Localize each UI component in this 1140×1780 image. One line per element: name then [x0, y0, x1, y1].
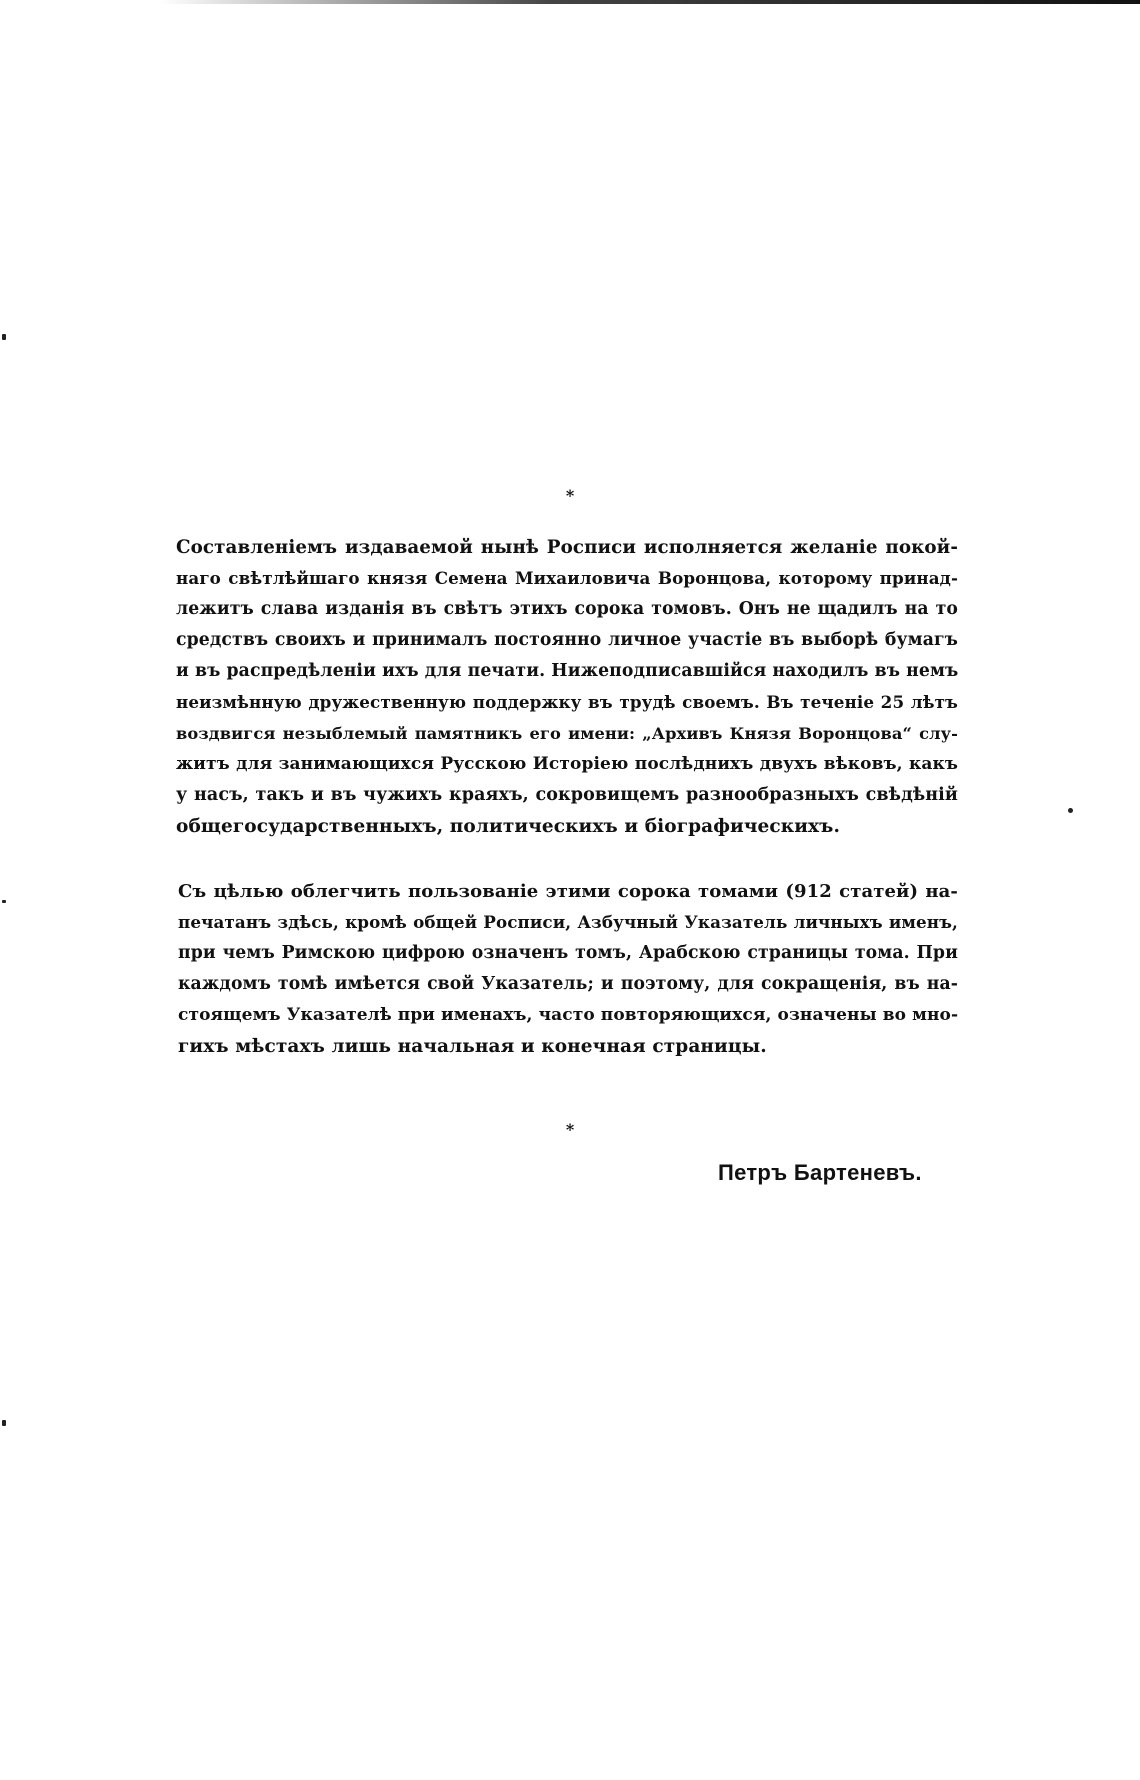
margin-speck: [2, 334, 6, 340]
text-line: неизмѣнную дружественную поддержку въ трудѣ своемъ. Въ теченіе 25 лѣтъ: [176, 692, 958, 712]
text-line: стоящемъ Указателѣ при именахъ, часто повторяющихся, означены во мно-: [178, 1005, 959, 1025]
paragraph-index-note: [178, 876, 958, 1062]
text-line: каждомъ томѣ имѣется свой Указатель; и поэтому, для сокращенія, въ на-: [178, 974, 958, 994]
text-line: и въ распредѣленіи ихъ для печати. Нижеподписавшійся находилъ въ немъ: [176, 661, 959, 681]
margin-speck: [2, 1420, 6, 1426]
text-line: Составленіемъ издаваемой нынѣ Росписи исполняется желаніе покой-: [176, 537, 958, 558]
scan-top-edge: [160, 0, 1140, 4]
text-line: лежитъ слава изданія въ свѣтъ этихъ сорока томовъ. Онъ не щадилъ на то: [176, 599, 958, 619]
paragraph-gap: [176, 842, 958, 876]
text-line: средствъ своихъ и принималъ постоянно личное участіе въ выборѣ бумагъ: [176, 630, 958, 650]
document-body: [176, 532, 958, 1062]
text-line: воздвигся незыблемый памятникъ его имени: „Архивъ Князя Воронцова“ слу-: [176, 724, 958, 743]
signature: Петръ Бартеневъ.: [718, 1160, 922, 1185]
margin-speck: [2, 900, 6, 903]
text-line: общегосударственныхъ, политическихъ и біографическихъ.: [176, 816, 840, 837]
text-line: Съ цѣлью облегчить пользованіе этими сорока томами (912 статей) на-: [178, 881, 958, 902]
paragraph-dedication: [176, 532, 958, 842]
text-line: наго свѣтлѣйшаго князя Семена Михаиловича Воронцова, которому принад-: [176, 568, 958, 588]
ornament-bottom: *: [565, 1120, 575, 1139]
text-line: у насъ, такъ и въ чужихъ краяхъ, сокровищемъ разнообразныхъ свѣдѣній: [176, 785, 958, 805]
text-line: при чемъ Римскою цифрою означенъ томъ, Арабскою страницы тома. При: [178, 943, 958, 963]
ornament-top: *: [565, 486, 575, 505]
text-line: гихъ мѣстахъ лишь начальная и конечная страницы.: [178, 1036, 767, 1057]
margin-speck: [1068, 808, 1073, 813]
text-line: житъ для занимающихся Русскою Исторіею послѣднихъ двухъ вѣковъ, какъ: [176, 754, 958, 774]
text-line: печатанъ здѣсь, кромѣ общей Росписи, Азбучный Указатель личныхъ именъ,: [178, 912, 958, 932]
